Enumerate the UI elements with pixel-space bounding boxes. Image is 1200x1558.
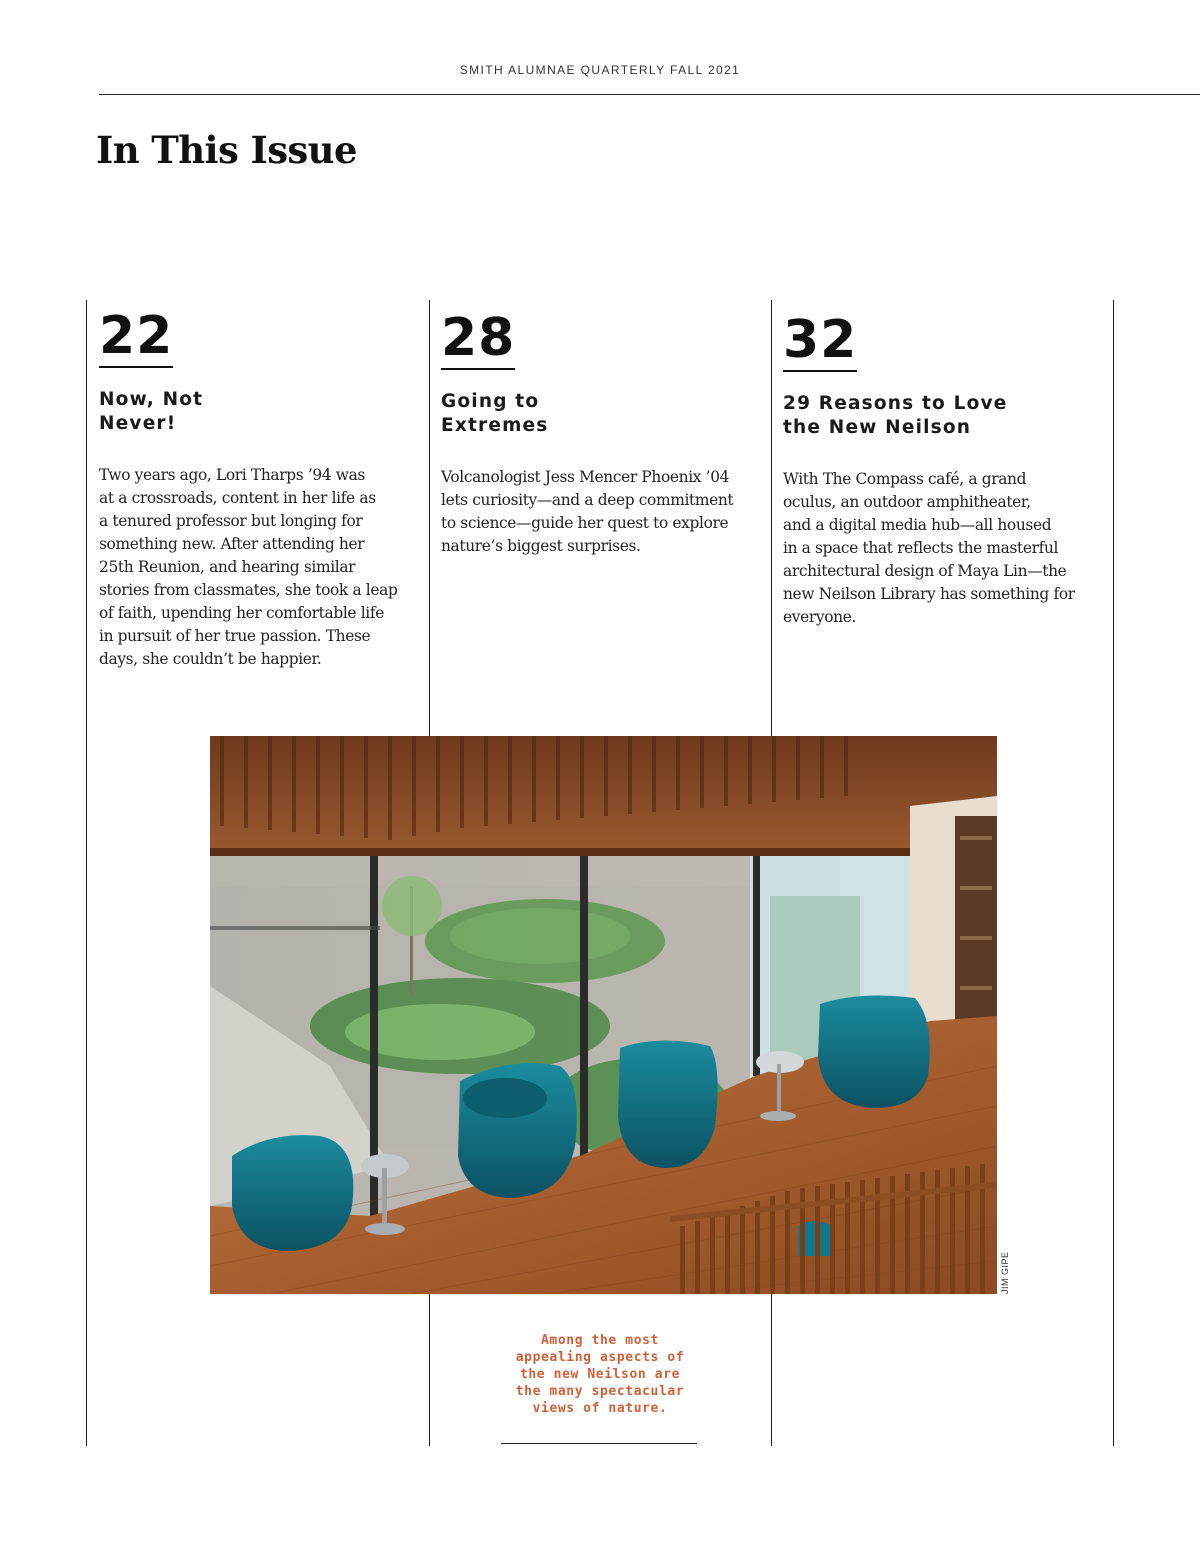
article-28[interactable]	[441, 310, 761, 558]
library-photo	[210, 736, 997, 1294]
running-header: SMITH ALUMNAE QUARTERLY FALL 2021	[459, 63, 741, 77]
header-rule	[99, 94, 1200, 95]
article-summary: Volcanologist Jess Mencer Phoenix ’04 lets curiosity—and a deep commitment to science—guide her quest to explore nature’s biggest surprises.	[441, 468, 734, 555]
article-title: Now, Not Never!	[99, 389, 204, 434]
page-number: 28	[441, 308, 516, 368]
article-32[interactable]	[783, 312, 1103, 629]
photo-credit: JIM GIPE	[1000, 1251, 1010, 1294]
article-summary: Two years ago, Lori Tharps ’94 was at a crossroads, content in her life as a tenured professor but longing for something new. After attending her 25th Reunion, and hearing similar stories from classmates, she took a leap of faith, upending her comfortable life in pursuit of her true passion. These days, she couldn’t be happier.	[99, 466, 398, 668]
column-divider	[1113, 300, 1114, 1446]
caption-rule	[501, 1443, 697, 1444]
page-number: 22	[99, 306, 174, 366]
article-title: Going to Extremes	[441, 391, 549, 436]
photo-caption: Among the most appealing aspects of the new Neilson are the many spectacular views of nature.	[515, 1333, 685, 1416]
article-22[interactable]	[99, 308, 419, 671]
article-summary: With The Compass café, a grand oculus, an outdoor amphitheater, and a digital media hub—all housed in a space that reflects the masterful architectural design of Maya Lin—the new Neilson Library has something for everyone.	[783, 470, 1075, 626]
column-divider	[86, 300, 87, 1446]
page-number: 32	[783, 310, 858, 370]
page-title: In This Issue	[96, 128, 357, 172]
article-title: 29 Reasons to Love the New Neilson	[783, 393, 1008, 438]
